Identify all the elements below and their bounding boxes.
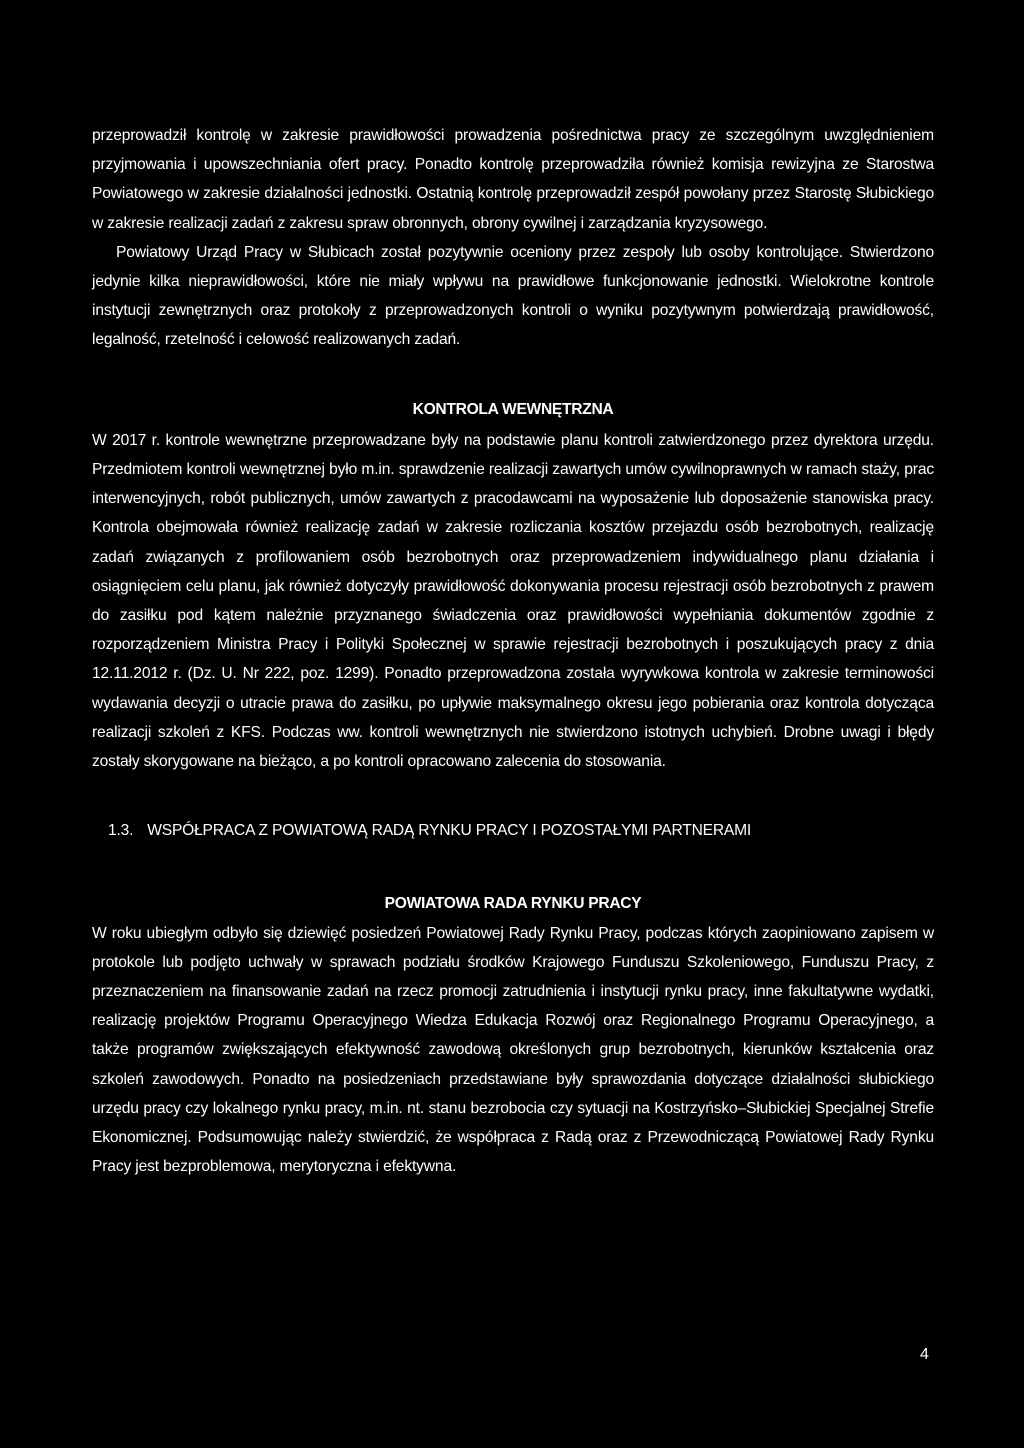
section-title: WSPÓŁPRACA Z POWIATOWĄ RADĄ RYNKU PRACY I POZOSTAŁYMI PARTNERAMI xyxy=(147,822,752,840)
section-number: 1.3. xyxy=(108,822,134,840)
heading-powiatowa-rada: POWIATOWA RADA RYNKU PRACY xyxy=(384,895,642,913)
section-heading xyxy=(92,816,934,845)
page-number: 4 xyxy=(920,1346,929,1363)
heading-kontrola-wewnetrzna: KONTROLA WEWNĘTRZNA xyxy=(412,400,614,418)
intro-paragraph-2: Powiatowy Urząd Pracy w Słubicach został pozytywnie oceniony przez zespoły lub osoby kontrolujące. Stwierdzono jedynie kilka nieprawidłowości, które nie miały wpływu na prawidłowe funkcjonowanie jednostki. Wielokrotne kontrole instytucji zewnętrznych oraz protokoły z przeprowadzonych kontroli o wyniku pozytywnym potwierdzają prawidłowość, legalność, rzetelność i celowość realizowanych zadań. xyxy=(92,243,934,349)
kontrola-paragraph: W 2017 r. kontrole wewnętrzne przeprowadzane były na podstawie planu kontroli zatwierdzonego przez dyrektora urzędu. Przedmiotem kontroli wewnętrznej było m.in. sprawdzenie realizacji zawartych umów cywilnoprawnych w ramach staży, prac interwencyjnych, robót publicznych, umów zawartych z pracodawcami na wyposażenie lub doposażenie stanowiska pracy. Kontrola obejmowała również realizację zadań w zakresie rozliczania kosztów przejazdu osób bezrobotnych, realizację zadań związanych z profilowaniem osób bezrobotnych oraz przeprowadzeniem indywidualnego planu działania i osiągnięciem celu planu, jak również dotyczyły prawidłowość dokonywania procesu rejestracji osób bezrobotnych z prawem do zasiłku pod kątem należnie przyznanego świadczenia oraz prawidłowości wypełniania dokumentów zgodnie z rozporządzeniem Ministra Pracy i Polityki Społecznej w sprawie rejestracji bezrobotnych i poszukujących pracy z dnia 12.11.2012 r. (Dz. U. Nr 222, poz. 1299). Ponadto przeprowadzona została wyrywkowa kontrola w zakresie terminowości wydawania decyzji o utracie prawa do zasiłku, po upływie maksymalnego okresu jego pobierania oraz kontrola dotycząca realizacji szkoleń z KFS. Podczas ww. kontroli wewnętrznych nie stwierdzono istotnych uchybień. Drobne uwagi i błędy zostały skorygowane na bieżąco, a po kontroli opracowano zalecenia do stosowania. xyxy=(92,431,934,771)
intro-paragraph-1: przeprowadził kontrolę w zakresie prawidłowości prowadzenia pośrednictwa pracy ze szczególnym uwzględnieniem przyjmowania i upowszechniania ofert pracy. Ponadto kontrolę przeprowadziła również komisja rewizyjna ze Starostwa Powiatowego w zakresie działalności jednostki. Ostatnią kontrolę przeprowadził zespół powołany przez Starostę Słubickiego w zakresie realizacji zadań z zakresu spraw obronnych, obrony cywilnej i zarządzania kryzysowego. xyxy=(92,127,934,232)
document-body xyxy=(92,121,934,1182)
rada-paragraph: W roku ubiegłym odbyło się dziewięć posiedzeń Powiatowej Rady Rynku Pracy, podczas których zaopiniowano zapisem w protokole lub podjęto uchwały w sprawach podziału środków Krajowego Funduszu Szkoleniowego, Funduszu Pracy, z przeznaczeniem na finansowanie zadań na rzecz promocji zatrudnienia i instytucji rynku pracy, inne fakultatywne wydatki, realizację projektów Programu Operacyjnego Wiedza Edukacja Rozwój oraz Regionalnego Programu Operacyjnego, a także programów zwiększających efektywność zawodową określonych grup bezrobotnych, kierunków kształcenia oraz szkoleń zawodowych. Ponadto na posiedzeniach przedstawiane były sprawozdania dotyczące działalności słubickiego urzędu pracy czy lokalnego rynku pracy, m.in. nt. stanu bezrobocia czy sytuacji na Kostrzyńsko–Słubickiej Specjalnej Strefie Ekonomicznej. Podsumowując należy stwierdzić, że współpraca z Radą oraz z Przewodniczącą Powiatowej Rady Rynku Pracy jest bezproblemowa, merytoryczna i efektywna. xyxy=(92,924,934,1176)
